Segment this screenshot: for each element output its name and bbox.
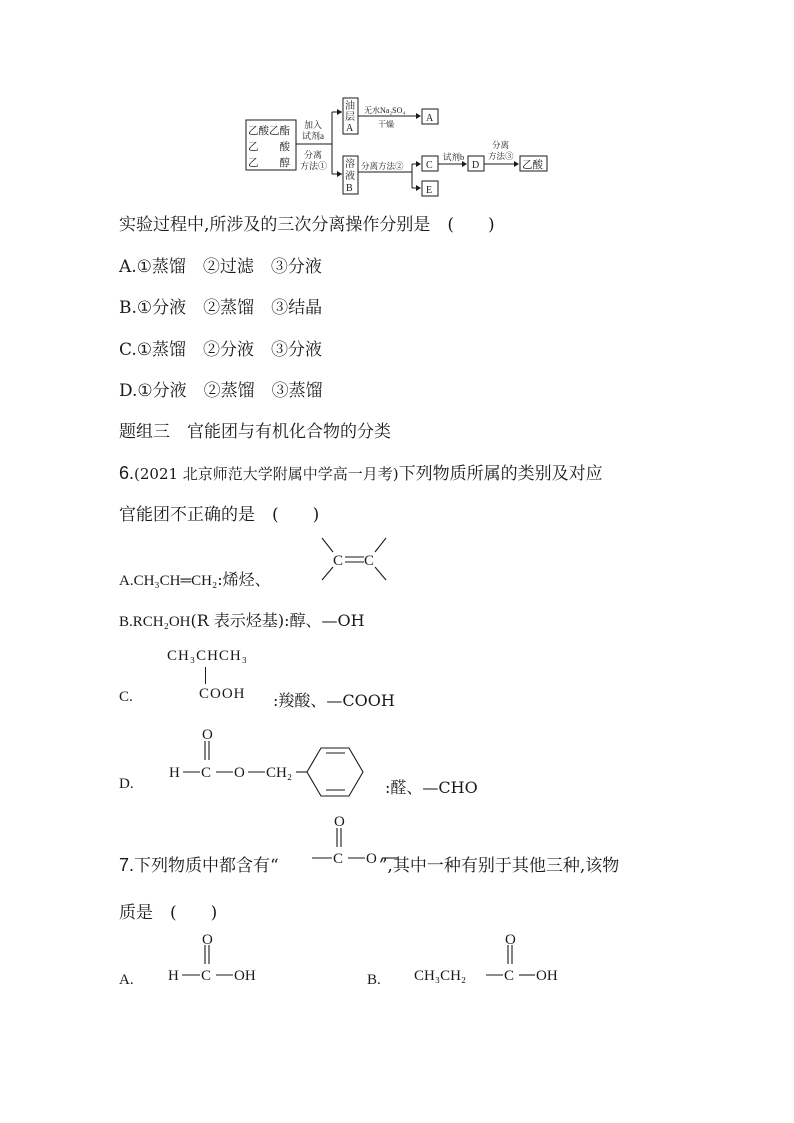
alkene-group-structure	[316, 536, 392, 586]
box-D-label: D	[472, 160, 480, 171]
separation-flow-diagram	[240, 92, 560, 196]
step1-top-1: 加入	[304, 120, 323, 130]
mixture-line-2: 乙 酸	[248, 142, 290, 153]
mixture-line-1: 乙酸乙酯	[248, 126, 290, 137]
b-O: O	[505, 932, 516, 948]
q7-line-2: 质是 ( )	[119, 903, 218, 923]
q7-a-label[interactable]: A.	[119, 972, 134, 988]
oil-layer-1: 油	[345, 101, 355, 112]
q5-option-a[interactable]: A.①蒸馏 ②过滤 ③分液	[119, 257, 322, 277]
product-label: 乙酸	[522, 160, 543, 171]
a-OH: OH	[234, 968, 256, 984]
benzyl-formate-structure	[165, 722, 380, 792]
d-O-top: O	[202, 727, 213, 743]
q6-c-label[interactable]: C.	[119, 689, 133, 705]
q5-option-d[interactable]: D.①分液 ②蒸馏 ③蒸馏	[119, 381, 323, 401]
q5-stem: 实验过程中,所涉及的三次分离操作分别是 ( )	[119, 215, 495, 235]
q6-a-formula: CH₃CH═CH₂	[133, 573, 218, 589]
step1-top-2: 试剂a	[302, 131, 324, 141]
b-chain: CH₃CH₂	[414, 968, 467, 984]
q7-stem-a: 下列物质中都含有“	[134, 856, 279, 876]
box-C-label: C	[426, 160, 433, 171]
d-H: H	[169, 765, 180, 781]
q6-c-bond	[205, 667, 206, 684]
sep3-top: 分离	[492, 140, 510, 150]
step1-bottom-1: 分离	[304, 150, 323, 160]
solution-1: 溶	[345, 159, 355, 170]
box-E-label: E	[426, 185, 433, 196]
q6-option-a[interactable]	[119, 567, 271, 590]
a-O: O	[202, 932, 213, 948]
q6-line-2: 官能团不正确的是 ( )	[119, 505, 320, 525]
q6-c-desc: :羧酸、—COOH	[273, 691, 395, 710]
ester-group-structure	[310, 814, 410, 867]
b-OH: OH	[536, 968, 558, 984]
box-A-label: A	[426, 113, 434, 124]
propanoic-acid-structure	[412, 928, 582, 988]
q6-option-b[interactable]	[119, 608, 365, 631]
oil-layer-2: 层	[345, 112, 355, 123]
q6-line-1	[119, 459, 603, 484]
q6-a-label: A.	[119, 573, 134, 589]
q6-stem-1: 下列物质所属的类别及对应	[398, 464, 603, 484]
d-O: O	[234, 765, 245, 781]
q6-source: (2021 北京师范大学附属中学高一月考)	[134, 465, 399, 483]
oil-arrow-bottom: 干燥	[378, 120, 394, 129]
svg-text:C: C	[333, 553, 344, 569]
solution-3: B	[346, 183, 353, 194]
svg-text:C: C	[333, 851, 344, 867]
q6-c-top: CH₃CHCH₃	[167, 648, 248, 664]
q6-number: 6.	[119, 463, 135, 483]
q7-stem-b: ”,其中一种有别于其他三种,该物	[378, 856, 620, 876]
mixture-line-3: 乙 醇	[248, 158, 290, 169]
step1-bottom-2: 方法①	[300, 161, 328, 171]
q6-b-desc: (R 表示烃基):醇、—OH	[190, 611, 365, 630]
b-C: C	[504, 968, 515, 984]
oil-layer-3: A	[346, 123, 354, 134]
q6-d-label[interactable]: D.	[119, 776, 134, 792]
q6-d-desc: :醛、—CHO	[385, 778, 478, 797]
sep3-bottom: 方法③	[488, 151, 514, 161]
a-C: C	[201, 968, 212, 984]
svg-text:C: C	[364, 553, 375, 569]
q6-c-bottom: COOH	[199, 686, 246, 702]
d-C: C	[201, 765, 212, 781]
q5-option-c[interactable]: C.①蒸馏 ②分液 ③分液	[119, 340, 323, 360]
q7-number: 7.	[119, 855, 135, 875]
q7-b-label[interactable]: B.	[367, 972, 381, 988]
section-heading: 题组三 官能团与有机化合物的分类	[119, 422, 391, 442]
svg-text:O: O	[334, 814, 345, 830]
q6-b-formula: RCH₂OH	[132, 614, 191, 630]
formic-acid-structure	[165, 930, 275, 990]
svg-text:O: O	[366, 851, 377, 867]
solution-2: 液	[345, 171, 355, 182]
q6-a-desc: :烯烃、	[217, 570, 271, 589]
reagent-b-label: 试剂b	[443, 152, 465, 162]
a-H: H	[168, 968, 179, 984]
oil-arrow-top: 无水Na₂SO₄	[364, 106, 406, 115]
d-CH2: CH₂	[266, 765, 293, 781]
q6-b-label: B.	[119, 614, 133, 630]
sep2-label: 分离方法②	[361, 161, 404, 171]
q5-option-b[interactable]: B.①分液 ②蒸馏 ③结晶	[119, 298, 323, 318]
